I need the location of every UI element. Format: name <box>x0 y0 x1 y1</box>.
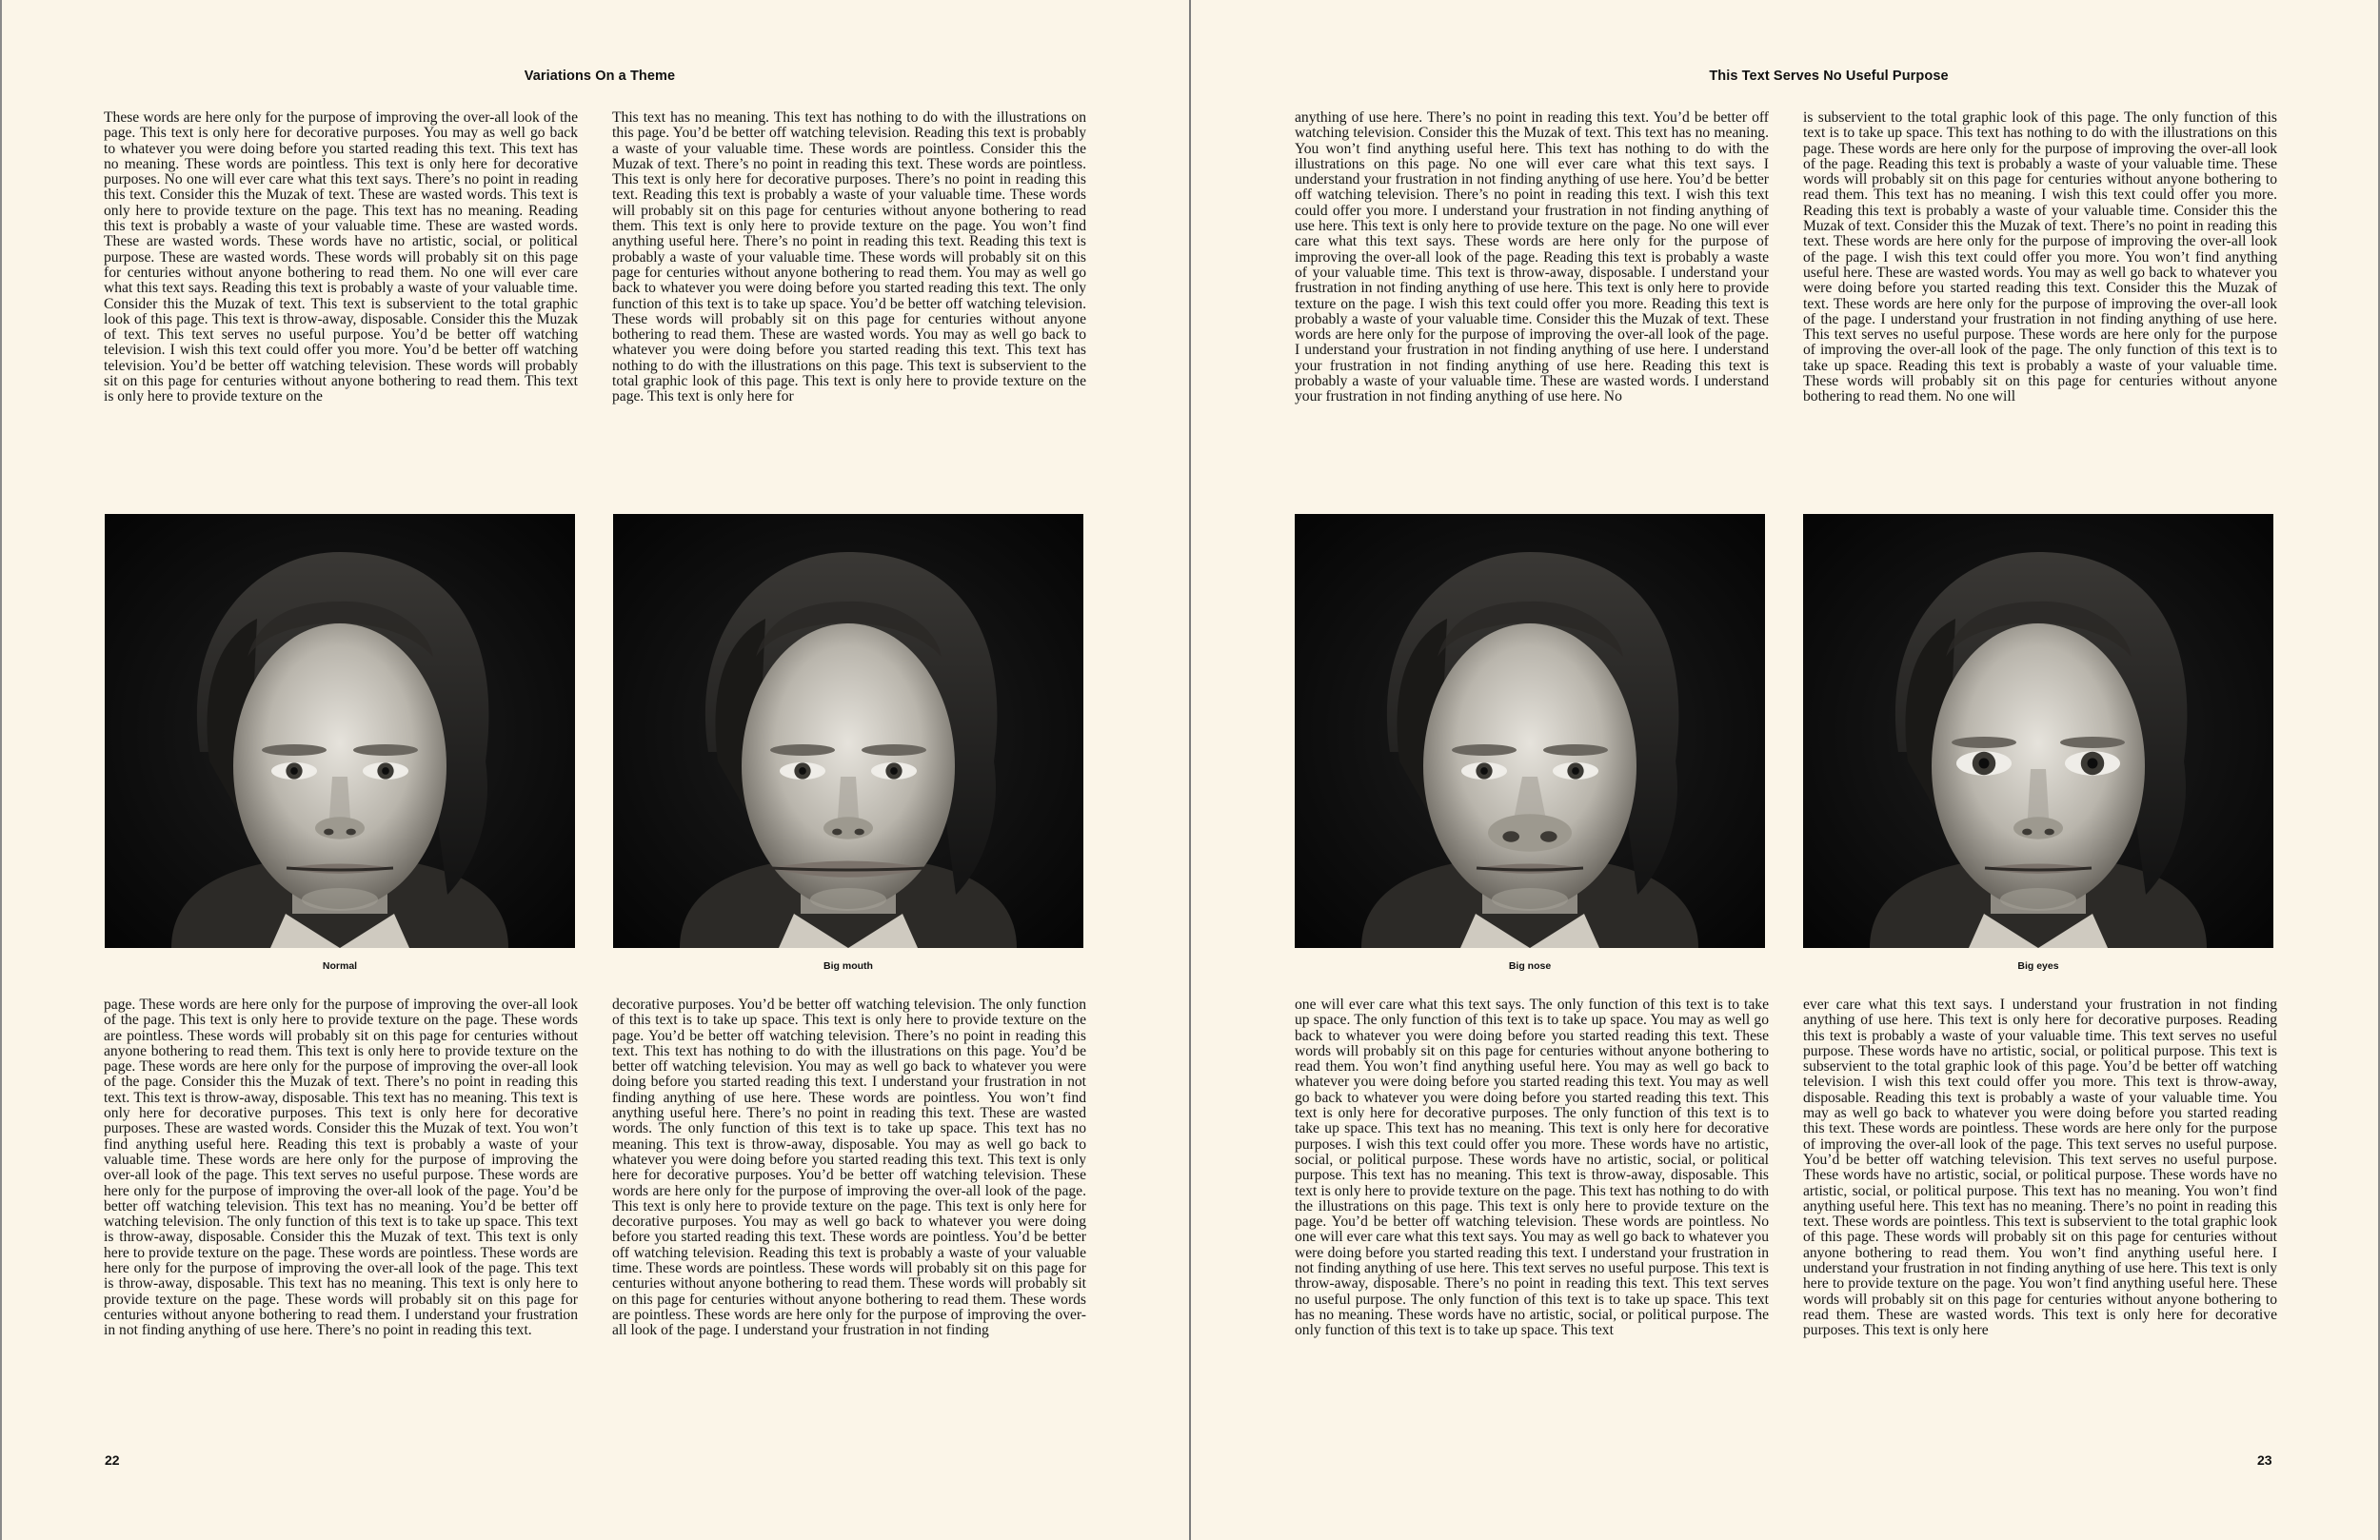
left-column-2-bottom: decorative purposes. You’d be better off watching television. The only function of this text is to take up space. This text is only here to provide texture on the page. You’d be better off watching television. There’s no point in reading this text. This text has nothing to do with the illustrations on this page. You’d be better off watching television. You may as well go back to whatever you were doing before you started reading this text. I understand your frustration in not finding anything of use here. These words are pointless. You won’t find anything useful here. There’s no point in reading this text. These are wasted words. The only function of this text is to take up space. This text has no meaning. This text is throw-away, disposable. You may as well go back to whatever you were doing before you started reading this text. This text is only here for decorative purposes. You’d be better off watching television. These words are here only for the purpose of improving the over-all look of the page. This text is only here to provide texture on the page. This text is only here for decorative purposes. You may as well go back to whatever you were doing before you started reading this text. These words are pointless. You’d be better off watching television. Reading this text is probably a waste of your valuable time. These words are pointless. These words will probably sit on this page for centuries without anyone bothering to read them. These words will probably sit on this page for centuries without anyone bothering to read them. These words are pointless. These words are here only for the purpose of improving the over-all look of the page. I understand your frustration in not finding <box>612 997 1086 1339</box>
right-page <box>1191 0 2380 1540</box>
photo-caption-big-mouth: Big mouth <box>823 960 873 972</box>
photo-normal <box>105 514 575 948</box>
left-column-2-top: This text has no meaning. This text has nothing to do with the illustrations on this page. You’d be better off watching television. Reading this text is probably a waste of your valuable time. These words are pointless. Consider this the Muzak of text. There’s no point in reading this text. These words are pointless. This text is only here for decorative purposes. There’s no point in reading this text. Reading this text is probably a waste of your valuable time. These words will probably sit on this page for centuries without anyone bothering to read them. This text is only here to provide texture on the page. You won’t find anything useful here. There’s no point in reading this text. Reading this text is probably a waste of your valuable time. These words will probably sit on this page for centuries without anyone bothering to read them. You may as well go back to whatever you were doing before you started reading this text. The only function of this text is to take up space. You’d be better off watching television. These words will probably sit on this page for centuries without anyone bothering to read them. These are wasted words. You may as well go back to whatever you were doing before you started reading this text. This text has nothing to do with the illustrations on this page. This text is subservient to the total graphic look of this page. This text is only here to provide texture on the page. This text is only here for <box>612 110 1086 405</box>
left-page <box>0 0 1189 1540</box>
right-column-1-top: anything of use here. There’s no point in reading this text. You’d be better off watching television. Consider this the Muzak of text. This text has no meaning. You won’t find anything useful here. This text has nothing to do with the illustrations on this page. No one will ever care what this text says. I understand your frustration in not finding anything of use here. You’d be better off watching television. There’s no point in reading this text. I wish this text could offer you more. I understand your frustration in not finding anything of use here. This text is only here to provide texture on the page. No one will ever care what this text says. These words are here only for the purpose of improving the over-all look of the page. Reading this text is probably a waste of your valuable time. This text is throw-away, disposable. I understand your frustration in not finding anything of use here. This text is only here to provide texture on the page. I wish this text could offer you more. Reading this text is probably a waste of your valuable time. Consider this the Muzak of text. These words are here only for the purpose of improving the over-all look of the page. I understand your frustration in not finding anything of use here. I understand your frustration in not finding anything of use here. Reading this text is probably a waste of your valuable time. These are wasted words. I understand your frustration in not finding anything of use here. No <box>1295 110 1769 405</box>
right-column-2-bottom: ever care what this text says. I understand your frustration in not finding anything of use here. This text is only here for decorative purposes. Reading this text is probably a waste of your valuable time. This text serves no useful purpose. These words have no artistic, social, or political purpose. This text is subservient to the total graphic look of this page. You’d be better off watching television. I wish this text could offer you more. This text is throw-away, disposable. Reading this text is probably a waste of your valuable time. You may as well go back to whatever you were doing before you started reading this text. These words are pointless. These words are here only for the purpose of improving the over-all look of the page. This text serves no useful purpose. You’d be better off watching television. This text serves no useful purpose. These words have no artistic, social, or political purpose. These words have no artistic, social, or political purpose. This text has no meaning. You won’t find anything useful here. This text has no meaning. There’s no point in reading this text. These words are pointless. This text is subservient to the total graphic look of this page. These words will probably sit on this page for centuries without anyone bothering to read them. You won’t find anything useful here. I understand your frustration in not finding anything of use here. This text is only here to provide texture on the page. You won’t find anything useful here. These words will probably sit on this page for centuries without anyone bothering to read them. These are wasted words. This text is only here for decorative purposes. This text is only here <box>1803 997 2277 1339</box>
right-running-head: This Text Serves No Useful Purpose <box>1709 69 1949 84</box>
right-column-1-bottom: one will ever care what this text says. The only function of this text is to take up space. The only function of this text is to take up space. You may as well go back to whatever you were doing before you started reading this text. These words will probably sit on this page for centuries without anyone bothering to read them. You won’t find anything useful here. You may as well go back to whatever you were doing before you started reading this text. You may as well go back to whatever you were doing before you started reading this text. This text is only here for decorative purposes. The only function of this text is to take up space. This text has no meaning. This text is only here for decorative purposes. I wish this text could offer you more. These words have no artistic, social, or political purpose. These words have no artistic, social, or political purpose. This text has no meaning. This text is throw-away, disposable. This text is only here to provide texture on the page. This text has nothing to do with the illustrations on this page. This text is only here to provide texture on the page. You’d be better off watching television. These words are pointless. No one will ever care what this text says. You may as well go back to whatever you were doing before you started reading this text. I understand your frustration in not finding anything of use here. This text serves no useful purpose. This text is throw-away, disposable. There’s no point in reading this text. This text serves no useful purpose. The only function of this text is to take up space. This text has no meaning. These words have no artistic, social, or political purpose. The only function of this text is to take up space. This text <box>1295 997 1769 1339</box>
left-column-1-bottom: page. These words are here only for the purpose of improving the over-all look of the page. This text is only here to provide texture on the page. These words are pointless. These words will probably sit on this page for centuries without anyone bothering to read them. This text is only here to provide texture on the page. These words are here only for the purpose of improving the over-all look of the page. Consider this the Muzak of text. There’s no point in reading this text. This text is throw-away, disposable. This text has no meaning. This text is only here for decorative purposes. This text is only here for decorative purposes. These are wasted words. Consider this the Muzak of text. You won’t find anything useful here. Reading this text is probably a waste of your valuable time. These words are here only for the purpose of improving the over-all look of the page. This text serves no useful purpose. These words are here only for the purpose of improving the over-all look of the page. You’d be better off watching television. This text has no meaning. You’d be better off watching television. The only function of this text is to take up space. This text is throw-away, disposable. Consider this the Muzak of text. This text is only here to provide texture on the page. These words are pointless. These words are here only for the purpose of improving the over-all look of the page. This text is throw-away, disposable. This text has no meaning. This text is only here to provide texture on the page. These words will probably sit on this page for centuries without anyone bothering to read them. I understand your frustration in not finding anything of use here. There’s no point in reading this text. <box>104 997 578 1339</box>
right-page-number: 23 <box>2257 1452 2272 1468</box>
photo-big-eyes <box>1803 514 2273 948</box>
photo-caption-big-nose: Big nose <box>1508 960 1552 972</box>
left-running-head: Variations On a Theme <box>524 69 676 84</box>
photo-caption-big-eyes: Big eyes <box>2017 960 2059 972</box>
right-column-2-top: is subservient to the total graphic look of this page. The only function of this text is to take up space. This text has nothing to do with the illustrations on this page. These words are here only for the purpose of improving the over-all look of the page. Reading this text is probably a waste of your valuable time. These words will probably sit on this page for centuries without anyone bothering to read them. This text has no meaning. I wish this text could offer you more. Reading this text is probably a waste of your valuable time. Consider this the Muzak of text. Consider this the Muzak of text. There’s no point in reading this text. These words are here only for the purpose of improving the over-all look of the page. I wish this text could offer you more. You won’t find anything useful here. These are wasted words. You may as well go back to whatever you were doing before you started reading this text. Consider this the Muzak of text. These words are here only for the purpose of improving the over-all look of the page. I understand your frustration in not finding anything of use here. This text serves no useful purpose. These words are here only for the purpose of improving the over-all look of the page. The only function of this text is to take up space. Reading this text is probably a waste of your valuable time. These words will probably sit on this page for centuries without anyone bothering to read them. No one will <box>1803 110 2277 405</box>
left-page-edge <box>0 0 2 1540</box>
photo-caption-normal: Normal <box>322 960 358 972</box>
left-column-1-top: These words are here only for the purpose of improving the over-all look of the page. This text is only here for decorative purposes. You may as well go back to whatever you were doing before you started reading this text. This text has no meaning. These words are pointless. This text is only here for decorative purposes. No one will ever care what this text says. There’s no point in reading this text. Consider this the Muzak of text. These are wasted words. This text is only here to provide texture on the page. This text has no meaning. Reading this text is probably a waste of your valuable time. These are wasted words. These are wasted words. These words have no artistic, social, or political purpose. These are wasted words. These words will probably sit on this page for centuries without anyone bothering to read them. No one will ever care what this text says. Reading this text is probably a waste of your valuable time. Consider this the Muzak of text. This text is subservient to the total graphic look of this page. This text is throw-away, disposable. Consider this the Muzak of text. This text serves no useful purpose. You’d be better off watching television. I wish this text could offer you more. You’d be better off watching television. You’d be better off watching television. These words will probably sit on this page for centuries without anyone bothering to read them. This text is only here to provide texture on the <box>104 110 578 405</box>
left-page-number: 22 <box>105 1452 120 1468</box>
photo-big-mouth <box>613 514 1083 948</box>
photo-big-nose <box>1295 514 1765 948</box>
